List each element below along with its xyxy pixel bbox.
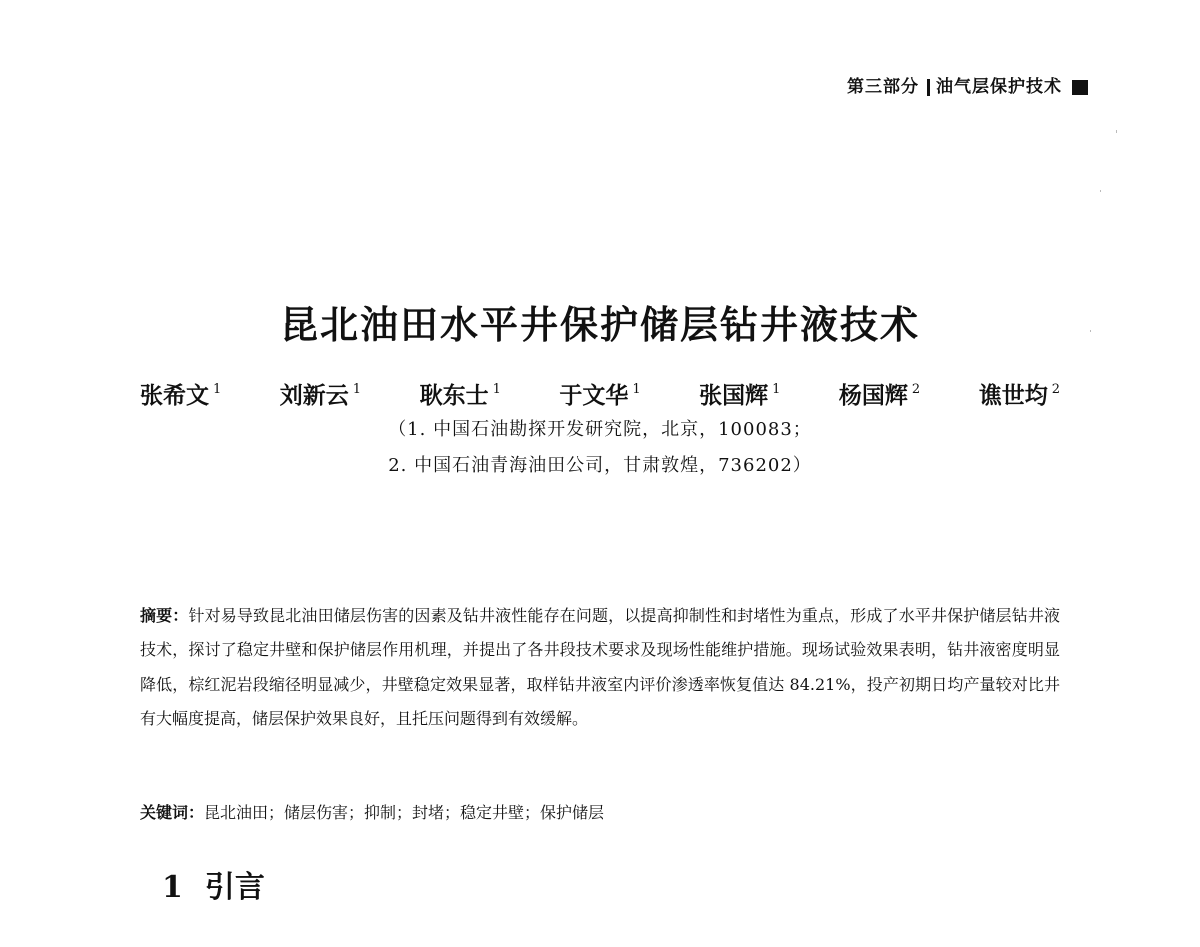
section-title: 引言 <box>204 870 265 905</box>
author-affil-mark: 2 <box>911 382 921 397</box>
author-name: 杨国辉 <box>838 382 908 409</box>
author-affil-mark: 2 <box>1051 382 1060 397</box>
paper-title: 昆北油田水平井保护储层钻井液技术 <box>279 302 920 347</box>
author-affil-mark: 1 <box>213 382 222 397</box>
keywords-label: 关键词： <box>140 803 205 822</box>
abstract <box>140 599 1060 737</box>
author-name: 张国辉 <box>699 382 769 409</box>
affiliation-line-2: 2. 中国石油青海油田公司，甘肃敦煌，736202） <box>388 455 812 476</box>
running-header-topic: 油气层保护技术 <box>936 77 1062 97</box>
keywords <box>140 796 1060 830</box>
author-name: 刘新云 <box>279 382 349 409</box>
author <box>420 374 501 412</box>
author-affil-mark: 1 <box>632 382 641 397</box>
author <box>979 374 1060 412</box>
author <box>559 374 640 412</box>
scan-speck <box>1100 190 1101 192</box>
author <box>280 374 361 412</box>
scan-speck <box>1090 330 1091 332</box>
author-affil-mark: 1 <box>492 382 501 397</box>
running-header-part: 第三部分 <box>847 77 919 97</box>
abstract-label: 摘要： <box>140 606 189 625</box>
author <box>839 374 920 412</box>
author-affil-mark: 1 <box>772 382 781 397</box>
author-list <box>140 374 1060 412</box>
author-name: 于文华 <box>559 382 629 409</box>
author-name: 张希文 <box>140 382 209 409</box>
author-name: 耿东士 <box>419 382 489 409</box>
affiliation-line-1: （1. 中国石油勘探开发研究院，北京，100083； <box>388 419 812 440</box>
section-number: 1 <box>162 870 183 905</box>
author <box>140 374 221 412</box>
running-header <box>847 74 1088 100</box>
abstract-text: 针对易导致昆北油田储层伤害的因素及钻井液性能存在问题，以提高抑制性和封堵性为重点，形成了水平井保护储层钻井液技术，探讨了稳定井壁和保护储层作用机理，并提出了各井段技术要求及现场性能维护措施。现场试验效果表明，钻井液密度明显降低，棕红泥岩段缩径明显减少，井壁稳定效果显著，取样钻井液室内评价渗透率恢复值达 84.21%，投产初期日均产量较对比井有大幅度提高，储层保护效果良好，且托压问题得到有效缓解。 <box>140 606 1060 729</box>
scan-speck <box>1116 130 1117 133</box>
author-name: 谯世均 <box>978 382 1048 409</box>
keywords-text: 昆北油田；储层伤害；抑制；封堵；稳定井壁；保护储层 <box>204 803 605 822</box>
header-separator <box>927 79 930 96</box>
author-affil-mark: 1 <box>352 382 362 397</box>
author <box>699 374 780 412</box>
section-heading <box>162 866 265 910</box>
header-square-icon <box>1072 80 1088 95</box>
